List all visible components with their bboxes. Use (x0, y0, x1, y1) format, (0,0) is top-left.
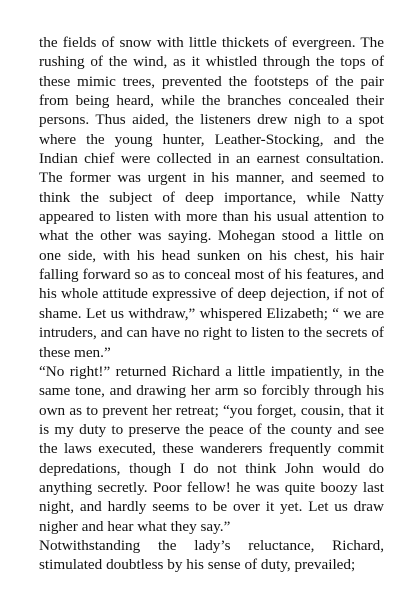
paragraph: Notwithstanding the lady’s reluctance, Richard, stimulated doubtless by his sense of duty, prevailed; (39, 536, 384, 574)
paragraph: the fields of snow with little thickets of evergreen. The rushing of the wind, as it whistled through the tops of these mimic trees, prevented the footsteps of the pair from being heard, while the branches concealed their persons. Thus aided, the listeners drew nigh to a spot where the young hunter, Leather-Stocking, and the Indian chief were collected in an earnest consultation. The former was urgent in his manner, and seemed to think the subject of deep importance, while Natty appeared to listen with more than his usual attention to what the other was saying. Mohegan stood a little on one side, with his head sunken on his chest, his hair falling forward so as to conceal most of his features, and his whole attitude expressive of deep dejection, if not of shame. Let us withdraw,” whispered Elizabeth; “ we are intruders, and can have no right to listen to the secrets of these men.” (39, 34, 384, 361)
paragraph: “No right!” returned Richard a little impatiently, in the same tone, and drawing her arm so forcibly through his own as to prevent her retreat; “you forget, cousin, that it is my duty to preserve the peace of the county and see the laws executed, these wanderers frequently commit depredations, though I do not think John would do anything secretly. Poor fellow! he was quite boozy last night, and hardly seems to be over it yet. Let us draw nigher and hear what they say.” (39, 362, 384, 535)
page-body (39, 33, 384, 575)
